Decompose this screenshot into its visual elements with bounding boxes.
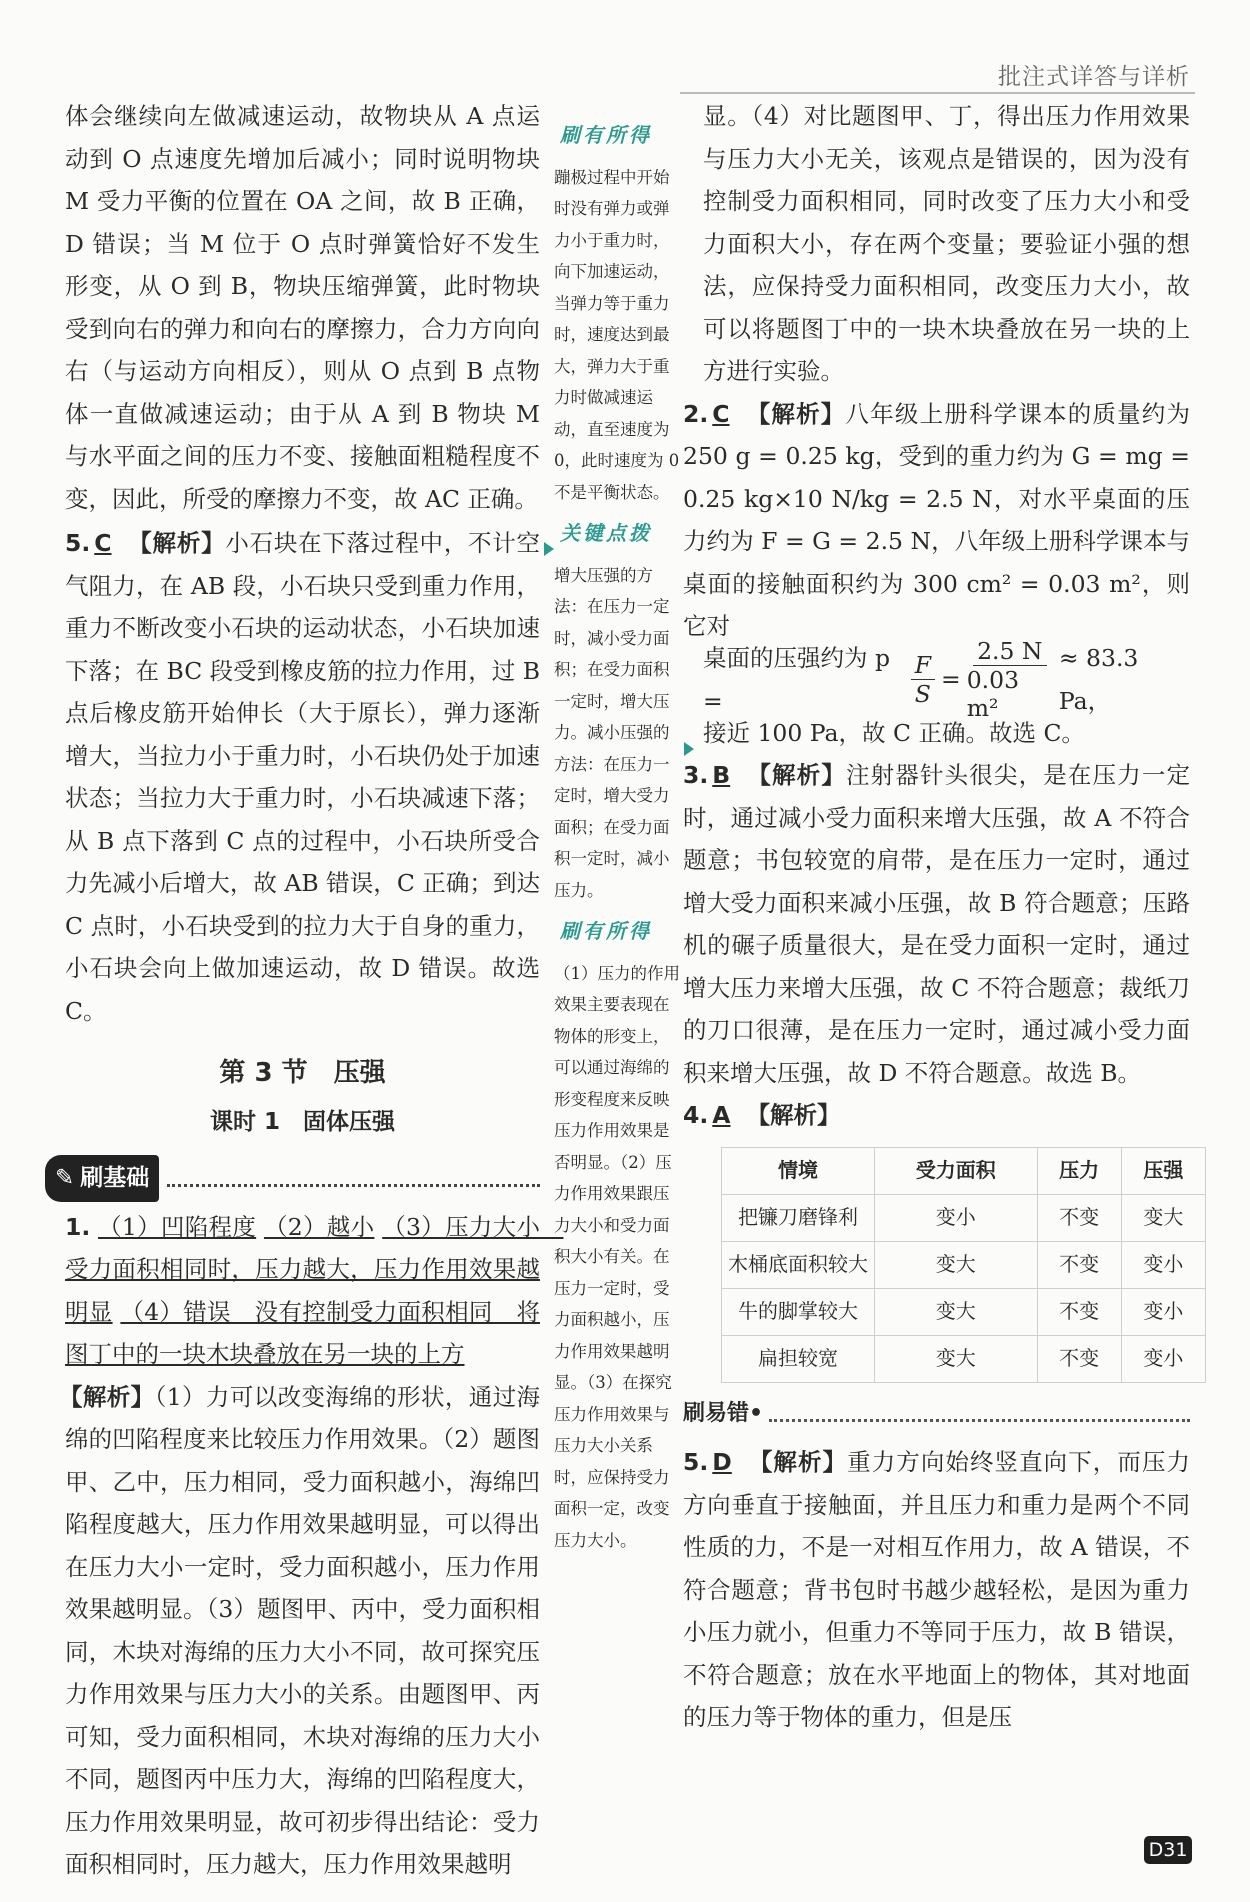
table-cell: 变小 (1121, 1335, 1205, 1382)
pointer-arrow-icon (544, 542, 554, 556)
fraction-values (967, 637, 1053, 722)
error-practice-banner (683, 1393, 1190, 1436)
question-number: 3. (683, 761, 709, 789)
note-text-2: 增大压强的方法：在压力一定时，减小受力面积；在受力面积一定时，增大压力。减小压强的方法：在压力一定时，增大受力面积；在受力面积一定时，减小压力。 (554, 565, 670, 900)
note-title-1: 刷有所得 (560, 123, 652, 147)
annotation-sidebar (554, 112, 682, 1556)
table-cell: 木桶底面积较大 (722, 1241, 875, 1288)
table-cell: 不变 (1037, 1241, 1121, 1288)
fraction-numerator: F (911, 651, 935, 680)
basic-practice-banner (45, 1155, 540, 1202)
formula-lead: 桌面的压强约为 p = (703, 644, 891, 715)
question-2-end: 接近 100 Pa，故 C 正确。故选 C。 (703, 718, 1085, 747)
fraction-numerator: 2.5 N (973, 637, 1046, 666)
brush-icon: ✎ (55, 1165, 75, 1191)
table-cell: 变大 (875, 1288, 1038, 1335)
table-row (722, 1194, 1206, 1241)
analysis-tag: 【解析】 (59, 1382, 155, 1411)
answer-choice: C (94, 529, 112, 557)
table-cell: 不变 (1037, 1335, 1121, 1382)
answer-choice: C (712, 399, 730, 428)
table-cell: 把镰刀磨锋利 (722, 1194, 875, 1241)
question-3 (683, 754, 1190, 1094)
question-1 (65, 1206, 564, 1376)
fraction-denominator: 0.03 m² (966, 666, 1020, 722)
question-4 (683, 1094, 1190, 1137)
table-header: 压强 (1121, 1147, 1205, 1194)
continued-solution: 体会继续向左做减速运动，故物块从 A 点运动到 O 点速度先增加后减小；同时说明物块 M 受力平衡的位置在 OA 之间，故 B 正确，D 错误；当 M 位于 O 点时弹簧恰好不发生形变，从 O 到 B，物块压缩弹簧，此时物块受到向右的弹力和向右的摩擦力，合力方向向右（与运动方向相反），则从 O 点到 B 点物体一直做减速运动；由于从 A 到 B 物块 M 与水平面之间的压力不变、接触面粗糙程度不变，因此，所受的摩擦力不变，故 AC 正确。 (65, 102, 540, 513)
dotted-rule (167, 1170, 540, 1187)
table-row (722, 1288, 1206, 1335)
analysis-tag: 【解析】 (127, 529, 226, 557)
question-number: 5. (65, 529, 91, 557)
fraction-denominator: S (914, 680, 931, 708)
right-column (683, 95, 1191, 1739)
fraction-f-over-s (911, 651, 935, 708)
page-number-badge: D31 (1144, 1836, 1192, 1864)
equals-sign: = (941, 665, 961, 694)
analysis-text: 八年级上册科学课本的质量约为 250 g = 0.25 kg，受到的重力约为 G = mg = 0.25 kg×10 N/kg = 2.5 N，对水平桌面的压力约为 F = G = 2.5 N，八年级上册科学课本与桌面的接触面积约为 300 cm² = 0.03 m²，则它对 (683, 399, 1191, 640)
table-cell: 扁担较宽 (722, 1335, 875, 1382)
header-divider (680, 92, 1195, 94)
answer-choice: B (712, 761, 731, 789)
basic-practice-badge (45, 1155, 159, 1202)
table-cell: 变大 (875, 1241, 1038, 1288)
answer-blank-4: （4）错误 没有控制受力面积相同 将图丁中的一块木块叠放在另一块的上方 (65, 1297, 540, 1368)
banner-label: 刷基础 (80, 1165, 150, 1191)
analysis-tag: 【解析】 (746, 1101, 841, 1129)
question-5-right (683, 1441, 1190, 1739)
note-text-1: 蹦极过程中开始时没有弹力或弹力小于重力时，向下加速运动，当弹力等于重力时，速度达到最大，弹力大于重力时做减速运动，直至速度为 0，此时速度为 0 不是平衡状态。 (554, 167, 680, 502)
table-row (722, 1335, 1206, 1382)
answer-choice: D (712, 1448, 732, 1476)
analysis-text: 重力方向始终竖直向下，而压力方向垂直于接触面，并且压力和重力是两个不同性质的力，不是一对相互作用力，故 A 错误，不符合题意；背书包时书越少越轻松，是因为重力小压力就小，但重力不等同于压力，故 B 错误，不符合题意；放在水平地面上的物体，其对地面的压力等于物体的重力，但是压 (683, 1448, 1191, 1731)
note-text-3: （1）压力的作用效果主要表现在物体的形变上，可以通过海绵的形变程度来反映压力作用效果是否明显。（2）压力作用效果跟压力大小和受力面积大小有关。在压力一定时，受力面积越小，压力作用效果越明显。（3）在探究压力作用效果与压力大小关系时，应保持受力面积一定，改变压力大小。 (554, 963, 680, 1550)
continued-solution-right: 显。（4）对比题图甲、丁，得出压力作用效果与压力大小无关，该观点是错误的，因为没有控制受力面积相同，同时改变了压力大小和受力面积大小，存在两个变量；要验证小强的想法，应保持受力面积相同，改变压力大小，故可以将题图丁中的一块木块叠放在另一块的上方进行实验。 (703, 102, 1190, 385)
answer-blank-2: （2）越小 (263, 1212, 375, 1241)
pressure-table (721, 1147, 1206, 1383)
answer-blank-3: （3）压力大小 受力面积相同时，压力越大，压力作用效果越明显 (65, 1212, 564, 1326)
table-cell: 变小 (1121, 1288, 1205, 1335)
table-cell: 变小 (1121, 1241, 1205, 1288)
table-header-row (722, 1147, 1206, 1194)
dotted-rule (769, 1405, 1190, 1422)
formula-result: ≈ 83.3 Pa， (1058, 644, 1139, 715)
table-cell: 变大 (1121, 1194, 1205, 1241)
question-number: 1. (65, 1212, 91, 1241)
table-cell: 不变 (1037, 1288, 1121, 1335)
table-cell: 变小 (875, 1194, 1038, 1241)
note-title-3: 刷有所得 (560, 919, 652, 943)
analysis-text: 注射器针头很尖，是在压力一定时，通过减小受力面积来增大压强，故 A 不符合题意；书包较宽的肩带，是在压力一定时，通过增大受力面积来减小压强，故 B 符合题意；压路机的碾子质量很大，是在受力面积一定时，通过增大压力来增大压强，故 C 不符合题意；裁纸刀的刀口很薄，是在压力一定时，通过减小受力面积来增大压强，故 D 不符合题意。故选 B。 (683, 761, 1191, 1087)
table-header: 压力 (1037, 1147, 1121, 1194)
section-title: 第 3 节 压强 (219, 1058, 386, 1088)
analysis-tag: 【解析】 (747, 1448, 848, 1476)
table-cell: 牛的脚掌较大 (722, 1288, 875, 1335)
question-number: 4. (683, 1101, 709, 1129)
left-column (55, 95, 564, 1886)
answer-blank-1: （1）凹陷程度 (98, 1212, 257, 1241)
note-title-2: 关键点拨 (560, 521, 652, 545)
analysis-text: （1）力可以改变海绵的形状，通过海绵的凹陷程度来比较压力作用效果。（2）题图甲、乙中，压力相同，受力面积越小，海绵凹陷程度越大，压力作用效果越明显，可以得出在压力大小一定时，受力面积越小，压力作用效果越明显。（3）题图甲、丙中，受力面积相同，木块对海绵的压力大小不同，故可探究压力作用效果与压力大小的关系。由题图甲、丙可知，受力面积相同，木块对海绵的压力大小不同，题图丙中压力大，海绵的凹陷程度大，压力作用效果明显，故可初步得出结论：受力面积相同时，压力越大，压力作用效果越明 (65, 1382, 541, 1878)
analysis-tag: 【解析】 (745, 399, 846, 428)
question-2 (683, 393, 1190, 648)
analysis-tag: 【解析】 (746, 761, 846, 789)
answer-choice: A (712, 1101, 731, 1129)
table-header: 情境 (722, 1147, 875, 1194)
table-cell: 不变 (1037, 1194, 1121, 1241)
table-cell: 变大 (875, 1335, 1038, 1382)
subsection-title: 课时 1 固体压强 (209, 1108, 395, 1135)
table-row (722, 1241, 1206, 1288)
page-header: 批注式详答与详析 (998, 64, 1190, 90)
pressure-formula (703, 637, 1190, 722)
question-number: 2. (683, 399, 709, 428)
question-5-left (65, 522, 540, 1032)
banner-label: 刷易错• (683, 1400, 764, 1426)
table-header: 受力面积 (875, 1147, 1038, 1194)
question-number: 5. (683, 1448, 709, 1476)
question-1-analysis (59, 1376, 541, 1886)
analysis-text: 小石块在下落过程中，不计空气阻力，在 AB 段，小石块只受到重力作用，重力不断改变小石块的运动状态，小石块加速下落；在 BC 段受到橡皮筋的拉力作用，过 B 点后橡皮筋开始伸长（大于原长），弹力逐渐增大，当拉力小于重力时，小石块仍处于加速状态；当拉力大于重力时，小石块减速下落；从 B 点下落到 C 点的过程中，小石块所受合力先减小后增大，故 AB 错误，C 正确；到达 C 点时，小石块受到的拉力大于自身的重力，小石块会向上做加速运动，故 D 错误。故选 C。 (65, 529, 541, 1025)
